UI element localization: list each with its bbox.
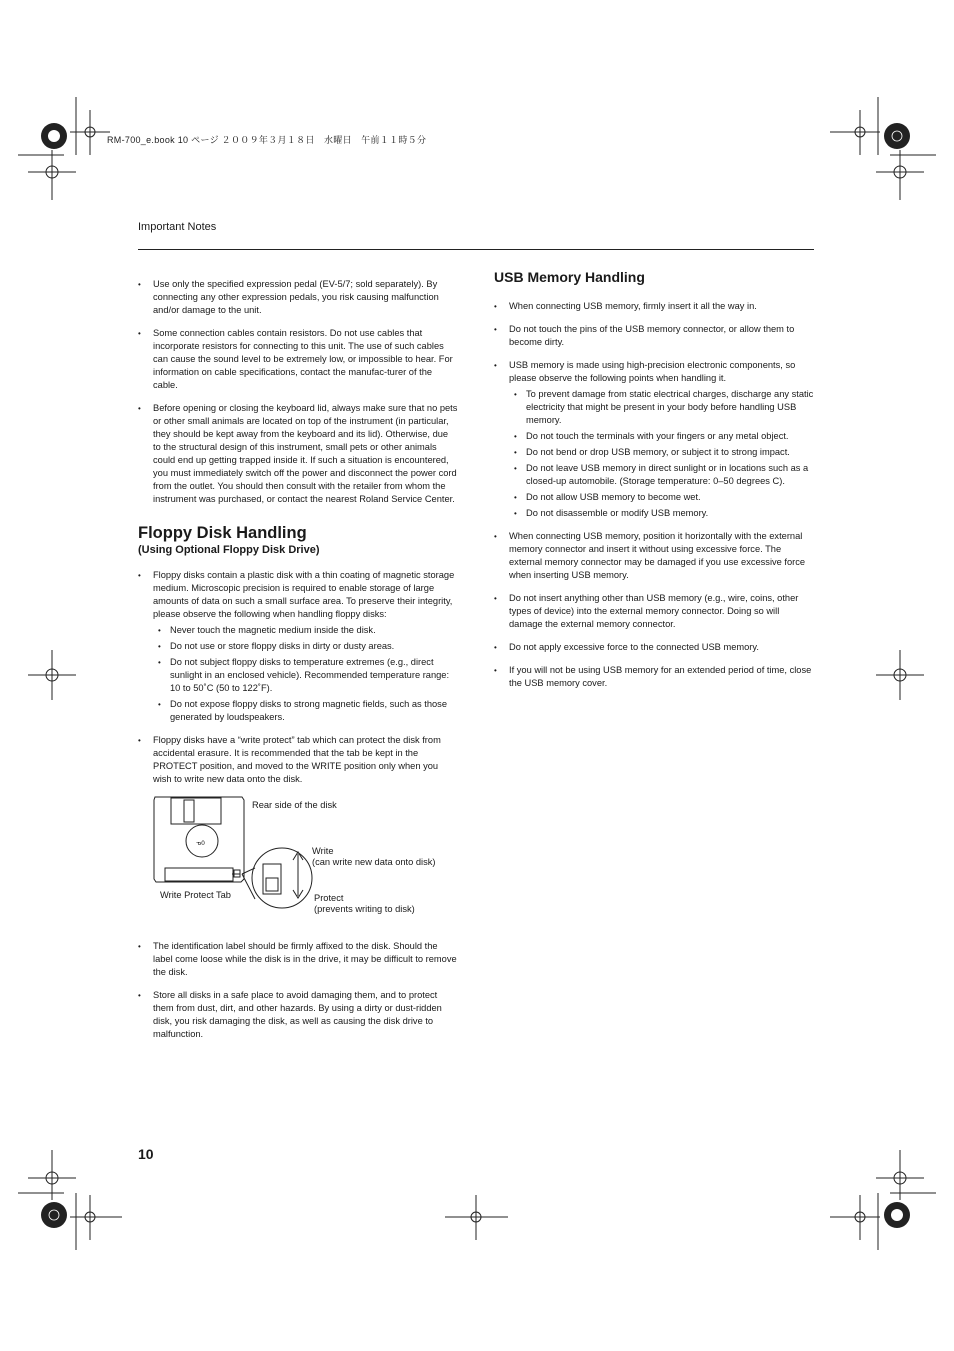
floppy-subheading: (Using Optional Floppy Disk Drive) [138,544,320,556]
list-item [494,359,814,520]
list-item: • Before opening or closing the keyboard lid, always make sure that no pets or other small animals are located on top of the instrument (in particular, they should be kept away from the keyboard and its lid). Otherwise, due to the structural design of this instrument, small pets or other animals could end up getting trapped inside it. If such a situation is encountered, you must immediately switch off the power and disconnect the power cord from the outlet. You should then consult with the retailer from whom the instrument was purchased, or contact the nearest Roland Service Center. [138,402,458,506]
list-item: • The identification label should be firmly affixed to the disk. Should the label come loose while the disk is in the drive, it may be difficult to remove the disk. [138,940,458,979]
list-item: • Use only the specified expression pedal (EV-5/7; sold separately). By connecting any other expression pedals, you risk causing malfunction and/or damage to the unit. [138,278,458,317]
list-item: • Do not use or store floppy disks in dirty or dusty areas. [153,640,458,653]
list-item: • Do not subject floppy disks to temperature extremes (e.g., direct sunlight in an enclosed vehicle). Recommended temperature range: 10 to 50˚C (50 to 122˚F). [153,656,458,695]
list-item: • Store all disks in a safe place to avoid damaging them, and to protect them from dust, dirt, and other hazards. By using a dirty or dust-ridden disk, you risk damaging the disk, as well as causing the disk drive to malfunction. [138,989,458,1041]
svg-text:ᓀ0: ᓀ0 [196,840,205,847]
usb-heading: USB Memory Handling [494,269,645,285]
list-item: • When connecting USB memory, position it horizontally with the external memory connector and insert it without using excessive force. The external memory connector may be damaged if you use excessive force when inserting USB memory. [494,530,814,582]
floppy-bullet-list-after [138,940,458,1041]
list-item: • Never touch the magnetic medium inside the disk. [153,624,458,637]
list-item: • If you will not be using USB memory for an extended period of time, close the USB memory cover. [494,664,814,690]
list-item: • Some connection cables contain resistors. Do not use cables that incorporate resistors for connecting to this unit. The use of such cables can cause the sound level to be extremely low, or impossible to hear. For information on cable specifications, contact the manufac-turer of the cable. [138,327,458,392]
usb-sub-list [509,388,814,520]
list-item: • Do not insert anything other than USB memory (e.g., wire, coins, other types of device) into the external memory connector. Doing so will damage the external memory connector. [494,592,814,631]
running-head: Important Notes [138,221,217,233]
floppy-disk-figure [138,796,458,926]
intro-bullet-list [138,278,458,506]
figure-label-protect-desc: (prevents writing to disk) [314,904,415,914]
figure-label-protect [314,893,415,915]
list-item: • To prevent damage from static electrical charges, discharge any static electricity that might be present in your body before handling USB memory. [509,388,814,427]
list-item: • Floppy disks have a “write protect” tab which can protect the disk from accidental erasure. It is recommended that the tab be kept in the PROTECT position, and moved to the WRITE position only when you wish to write new data onto the disk. [138,734,458,786]
usb-bullet-list [494,300,814,690]
list-item: • Do not apply excessive force to the connected USB memory. [494,641,814,654]
figure-label-write-title: Write [312,846,334,856]
floppy-sub-list [153,624,458,724]
floppy-heading: Floppy Disk Handling [138,524,307,542]
list-item: • Do not leave USB memory in direct sunlight or in locations such as a closed-up automobile. (Storage temperature: 0–50 degrees C). [509,462,814,488]
figure-label-protect-title: Protect [314,893,344,903]
list-item: • Do not touch the pins of the USB memory connector, or allow them to become dirty. [494,323,814,349]
figure-label-write-protect-tab: Write Protect Tab [160,890,231,900]
header-rule [138,249,814,250]
list-item: • Do not touch the terminals with your fingers or any metal object. [509,430,814,443]
page-number: 10 [138,1146,154,1162]
usb-bullet-text: USB memory is made using high-precision electronic components, so please observe the following points when handling it. [509,360,796,383]
floppy-bullet-list [138,569,458,786]
list-item: • Do not bend or drop USB memory, or subject it to strong impact. [509,446,814,459]
figure-label-rear-side: Rear side of the disk [252,800,337,810]
list-item: • When connecting USB memory, firmly insert it all the way in. [494,300,814,313]
list-item [138,569,458,724]
right-column [494,268,814,700]
list-item: • Do not expose floppy disks to strong magnetic fields, such as those generated by loudspeakers. [153,698,458,724]
figure-label-write [312,846,436,868]
left-column [138,278,458,1051]
list-item: • Do not allow USB memory to become wet. [509,491,814,504]
list-item: • Do not disassemble or modify USB memory. [509,507,814,520]
floppy-bullet-text: Floppy disks contain a plastic disk with a thin coating of magnetic storage medium. Microscopic precision is required to enable storage of large amounts of data on such a small surface area. To preserve their integrity, please observe the following when handling floppy disks: [153,570,455,619]
figure-label-write-desc: (can write new data onto disk) [312,857,436,867]
print-header: RM-700_e.book 10 ページ ２００９年３月１８日 水曜日 午前１１時５分 [107,135,427,145]
